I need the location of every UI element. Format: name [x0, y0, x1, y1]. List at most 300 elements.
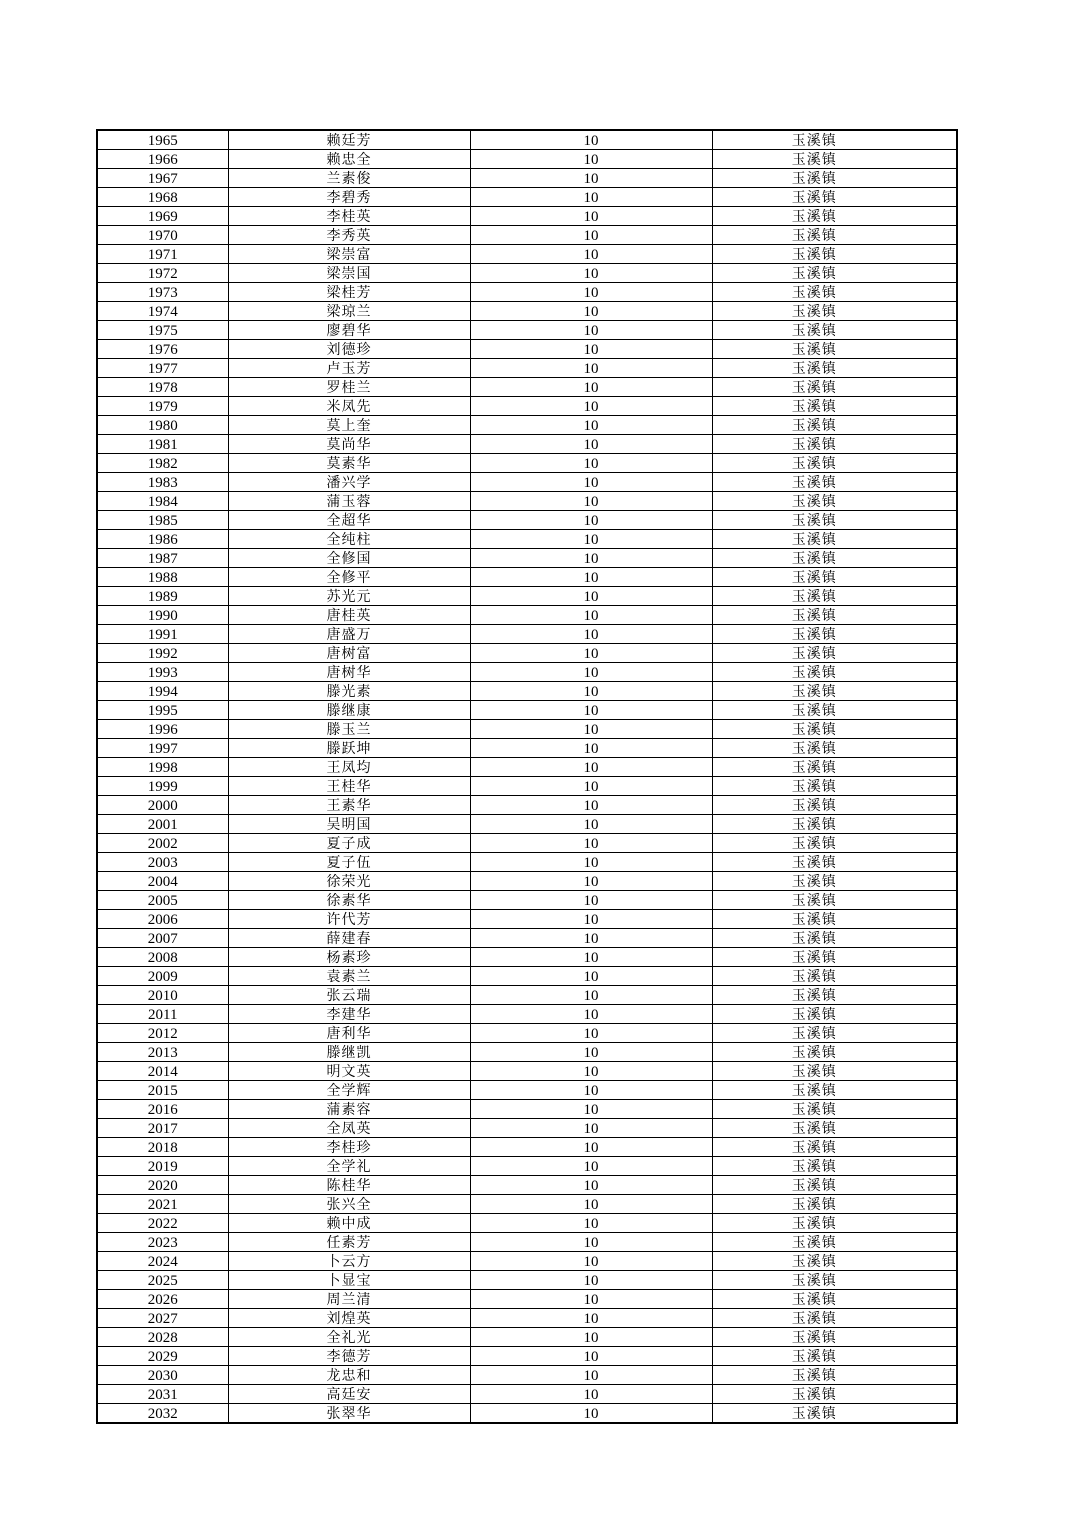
table-row — [97, 1195, 957, 1214]
town-cell: 玉溪镇 — [712, 130, 957, 150]
person-name-cell: 任素芳 — [228, 1233, 470, 1252]
person-name-cell: 全凤英 — [228, 1119, 470, 1138]
person-name-cell: 王素华 — [228, 796, 470, 815]
amount-cell: 10 — [470, 245, 712, 264]
amount-cell: 10 — [470, 815, 712, 834]
row-number-cell: 2028 — [97, 1328, 228, 1347]
table-row — [97, 1404, 957, 1424]
table-row — [97, 188, 957, 207]
table-row — [97, 815, 957, 834]
person-name-cell: 滕玉兰 — [228, 720, 470, 739]
person-name-cell: 杨素珍 — [228, 948, 470, 967]
amount-cell: 10 — [470, 340, 712, 359]
amount-cell: 10 — [470, 1119, 712, 1138]
town-cell: 玉溪镇 — [712, 663, 957, 682]
town-cell: 玉溪镇 — [712, 986, 957, 1005]
row-number-cell: 1987 — [97, 549, 228, 568]
person-name-cell: 唐树华 — [228, 663, 470, 682]
person-name-cell: 赖中成 — [228, 1214, 470, 1233]
town-cell: 玉溪镇 — [712, 340, 957, 359]
amount-cell: 10 — [470, 625, 712, 644]
person-name-cell: 刘煌英 — [228, 1309, 470, 1328]
town-cell: 玉溪镇 — [712, 1043, 957, 1062]
amount-cell: 10 — [470, 1328, 712, 1347]
row-number-cell: 2012 — [97, 1024, 228, 1043]
person-name-cell: 王桂华 — [228, 777, 470, 796]
table-row — [97, 1119, 957, 1138]
table-row — [97, 435, 957, 454]
row-number-cell: 2009 — [97, 967, 228, 986]
amount-cell: 10 — [470, 530, 712, 549]
amount-cell: 10 — [470, 1233, 712, 1252]
table-row — [97, 130, 957, 150]
amount-cell: 10 — [470, 1176, 712, 1195]
person-name-cell: 全修平 — [228, 568, 470, 587]
row-number-cell: 1966 — [97, 150, 228, 169]
town-cell: 玉溪镇 — [712, 739, 957, 758]
row-number-cell: 2019 — [97, 1157, 228, 1176]
table-row — [97, 625, 957, 644]
table-row — [97, 492, 957, 511]
table-row — [97, 1271, 957, 1290]
town-cell: 玉溪镇 — [712, 720, 957, 739]
row-number-cell: 1993 — [97, 663, 228, 682]
town-cell: 玉溪镇 — [712, 378, 957, 397]
row-number-cell: 2005 — [97, 891, 228, 910]
table-row — [97, 1157, 957, 1176]
person-name-cell: 龙忠和 — [228, 1366, 470, 1385]
town-cell: 玉溪镇 — [712, 929, 957, 948]
amount-cell: 10 — [470, 226, 712, 245]
table-row — [97, 872, 957, 891]
table-row — [97, 1024, 957, 1043]
row-number-cell: 1979 — [97, 397, 228, 416]
amount-cell: 10 — [470, 207, 712, 226]
table-row — [97, 169, 957, 188]
amount-cell: 10 — [470, 1062, 712, 1081]
town-cell: 玉溪镇 — [712, 1252, 957, 1271]
row-number-cell: 2022 — [97, 1214, 228, 1233]
amount-cell: 10 — [470, 130, 712, 150]
amount-cell: 10 — [470, 872, 712, 891]
roster-table — [96, 129, 958, 1424]
person-name-cell: 明文英 — [228, 1062, 470, 1081]
person-name-cell: 唐盛万 — [228, 625, 470, 644]
row-number-cell: 1982 — [97, 454, 228, 473]
table-row — [97, 663, 957, 682]
amount-cell: 10 — [470, 720, 712, 739]
town-cell: 玉溪镇 — [712, 473, 957, 492]
person-name-cell: 全学辉 — [228, 1081, 470, 1100]
amount-cell: 10 — [470, 967, 712, 986]
amount-cell: 10 — [470, 1043, 712, 1062]
table-row — [97, 606, 957, 625]
town-cell: 玉溪镇 — [712, 321, 957, 340]
person-name-cell: 李桂珍 — [228, 1138, 470, 1157]
table-row — [97, 910, 957, 929]
row-number-cell: 2027 — [97, 1309, 228, 1328]
row-number-cell: 2016 — [97, 1100, 228, 1119]
amount-cell: 10 — [470, 682, 712, 701]
person-name-cell: 梁桂芳 — [228, 283, 470, 302]
row-number-cell: 2002 — [97, 834, 228, 853]
town-cell: 玉溪镇 — [712, 1005, 957, 1024]
amount-cell: 10 — [470, 1100, 712, 1119]
town-cell: 玉溪镇 — [712, 1214, 957, 1233]
row-number-cell: 1972 — [97, 264, 228, 283]
row-number-cell: 2000 — [97, 796, 228, 815]
row-number-cell: 2023 — [97, 1233, 228, 1252]
person-name-cell: 廖碧华 — [228, 321, 470, 340]
town-cell: 玉溪镇 — [712, 796, 957, 815]
town-cell: 玉溪镇 — [712, 910, 957, 929]
town-cell: 玉溪镇 — [712, 891, 957, 910]
town-cell: 玉溪镇 — [712, 1366, 957, 1385]
row-number-cell: 1980 — [97, 416, 228, 435]
amount-cell: 10 — [470, 1214, 712, 1233]
person-name-cell: 卜云方 — [228, 1252, 470, 1271]
row-number-cell: 1976 — [97, 340, 228, 359]
row-number-cell: 1999 — [97, 777, 228, 796]
town-cell: 玉溪镇 — [712, 264, 957, 283]
table-row — [97, 568, 957, 587]
table-row — [97, 416, 957, 435]
town-cell: 玉溪镇 — [712, 815, 957, 834]
row-number-cell: 2020 — [97, 1176, 228, 1195]
table-row — [97, 1062, 957, 1081]
person-name-cell: 李建华 — [228, 1005, 470, 1024]
table-row — [97, 1252, 957, 1271]
roster-body — [97, 130, 957, 1423]
row-number-cell: 1971 — [97, 245, 228, 264]
town-cell: 玉溪镇 — [712, 1062, 957, 1081]
person-name-cell: 唐利华 — [228, 1024, 470, 1043]
person-name-cell: 梁崇富 — [228, 245, 470, 264]
table-row — [97, 929, 957, 948]
row-number-cell: 1992 — [97, 644, 228, 663]
row-number-cell: 1978 — [97, 378, 228, 397]
row-number-cell: 2011 — [97, 1005, 228, 1024]
amount-cell: 10 — [470, 264, 712, 283]
person-name-cell: 卜显宝 — [228, 1271, 470, 1290]
table-row — [97, 796, 957, 815]
town-cell: 玉溪镇 — [712, 207, 957, 226]
amount-cell: 10 — [470, 150, 712, 169]
town-cell: 玉溪镇 — [712, 150, 957, 169]
town-cell: 玉溪镇 — [712, 492, 957, 511]
table-row — [97, 1385, 957, 1404]
person-name-cell: 滕继康 — [228, 701, 470, 720]
table-row — [97, 834, 957, 853]
table-row — [97, 226, 957, 245]
town-cell: 玉溪镇 — [712, 1385, 957, 1404]
row-number-cell: 2032 — [97, 1404, 228, 1424]
town-cell: 玉溪镇 — [712, 549, 957, 568]
town-cell: 玉溪镇 — [712, 1404, 957, 1424]
table-row — [97, 891, 957, 910]
town-cell: 玉溪镇 — [712, 226, 957, 245]
person-name-cell: 滕继凯 — [228, 1043, 470, 1062]
amount-cell: 10 — [470, 435, 712, 454]
person-name-cell: 许代芳 — [228, 910, 470, 929]
table-row — [97, 1100, 957, 1119]
row-number-cell: 2006 — [97, 910, 228, 929]
person-name-cell: 梁琼兰 — [228, 302, 470, 321]
person-name-cell: 潘兴学 — [228, 473, 470, 492]
amount-cell: 10 — [470, 891, 712, 910]
row-number-cell: 1989 — [97, 587, 228, 606]
person-name-cell: 徐素华 — [228, 891, 470, 910]
town-cell: 玉溪镇 — [712, 1176, 957, 1195]
amount-cell: 10 — [470, 1195, 712, 1214]
table-row — [97, 1366, 957, 1385]
table-row — [97, 682, 957, 701]
town-cell: 玉溪镇 — [712, 758, 957, 777]
amount-cell: 10 — [470, 359, 712, 378]
amount-cell: 10 — [470, 701, 712, 720]
amount-cell: 10 — [470, 606, 712, 625]
amount-cell: 10 — [470, 986, 712, 1005]
row-number-cell: 1990 — [97, 606, 228, 625]
person-name-cell: 全超华 — [228, 511, 470, 530]
town-cell: 玉溪镇 — [712, 511, 957, 530]
person-name-cell: 罗桂兰 — [228, 378, 470, 397]
table-row — [97, 739, 957, 758]
table-row — [97, 986, 957, 1005]
amount-cell: 10 — [470, 948, 712, 967]
person-name-cell: 夏子成 — [228, 834, 470, 853]
row-number-cell: 2029 — [97, 1347, 228, 1366]
row-number-cell: 1991 — [97, 625, 228, 644]
amount-cell: 10 — [470, 283, 712, 302]
table-row — [97, 587, 957, 606]
row-number-cell: 2007 — [97, 929, 228, 948]
table-row — [97, 473, 957, 492]
amount-cell: 10 — [470, 1404, 712, 1424]
amount-cell: 10 — [470, 758, 712, 777]
person-name-cell: 张翠华 — [228, 1404, 470, 1424]
amount-cell: 10 — [470, 1290, 712, 1309]
person-name-cell: 滕光素 — [228, 682, 470, 701]
row-number-cell: 2014 — [97, 1062, 228, 1081]
amount-cell: 10 — [470, 1081, 712, 1100]
row-number-cell: 2010 — [97, 986, 228, 1005]
row-number-cell: 2003 — [97, 853, 228, 872]
table-row — [97, 264, 957, 283]
town-cell: 玉溪镇 — [712, 853, 957, 872]
town-cell: 玉溪镇 — [712, 530, 957, 549]
table-row — [97, 1081, 957, 1100]
table-row — [97, 378, 957, 397]
person-name-cell: 兰素俊 — [228, 169, 470, 188]
amount-cell: 10 — [470, 644, 712, 663]
amount-cell: 10 — [470, 1005, 712, 1024]
row-number-cell: 1975 — [97, 321, 228, 340]
town-cell: 玉溪镇 — [712, 1290, 957, 1309]
amount-cell: 10 — [470, 1347, 712, 1366]
table-row — [97, 1138, 957, 1157]
town-cell: 玉溪镇 — [712, 872, 957, 891]
person-name-cell: 夏子伍 — [228, 853, 470, 872]
town-cell: 玉溪镇 — [712, 435, 957, 454]
amount-cell: 10 — [470, 302, 712, 321]
person-name-cell: 李碧秀 — [228, 188, 470, 207]
row-number-cell: 1965 — [97, 130, 228, 150]
town-cell: 玉溪镇 — [712, 188, 957, 207]
person-name-cell: 梁崇国 — [228, 264, 470, 283]
town-cell: 玉溪镇 — [712, 302, 957, 321]
person-name-cell: 全学礼 — [228, 1157, 470, 1176]
amount-cell: 10 — [470, 1157, 712, 1176]
amount-cell: 10 — [470, 587, 712, 606]
row-number-cell: 2024 — [97, 1252, 228, 1271]
amount-cell: 10 — [470, 511, 712, 530]
amount-cell: 10 — [470, 853, 712, 872]
amount-cell: 10 — [470, 169, 712, 188]
town-cell: 玉溪镇 — [712, 1138, 957, 1157]
town-cell: 玉溪镇 — [712, 701, 957, 720]
person-name-cell: 张云瑞 — [228, 986, 470, 1005]
amount-cell: 10 — [470, 1309, 712, 1328]
person-name-cell: 张兴全 — [228, 1195, 470, 1214]
person-name-cell: 莫素华 — [228, 454, 470, 473]
row-number-cell: 2013 — [97, 1043, 228, 1062]
amount-cell: 10 — [470, 834, 712, 853]
amount-cell: 10 — [470, 1271, 712, 1290]
table-row — [97, 1233, 957, 1252]
table-row — [97, 758, 957, 777]
row-number-cell: 1974 — [97, 302, 228, 321]
table-row — [97, 397, 957, 416]
person-name-cell: 全纯柱 — [228, 530, 470, 549]
town-cell: 玉溪镇 — [712, 587, 957, 606]
row-number-cell: 2015 — [97, 1081, 228, 1100]
person-name-cell: 李秀英 — [228, 226, 470, 245]
amount-cell: 10 — [470, 1366, 712, 1385]
amount-cell: 10 — [470, 549, 712, 568]
amount-cell: 10 — [470, 739, 712, 758]
town-cell: 玉溪镇 — [712, 1347, 957, 1366]
town-cell: 玉溪镇 — [712, 1271, 957, 1290]
town-cell: 玉溪镇 — [712, 283, 957, 302]
town-cell: 玉溪镇 — [712, 967, 957, 986]
person-name-cell: 刘德珍 — [228, 340, 470, 359]
table-row — [97, 321, 957, 340]
amount-cell: 10 — [470, 397, 712, 416]
town-cell: 玉溪镇 — [712, 245, 957, 264]
row-number-cell: 1968 — [97, 188, 228, 207]
person-name-cell: 陈桂华 — [228, 1176, 470, 1195]
amount-cell: 10 — [470, 1252, 712, 1271]
row-number-cell: 1985 — [97, 511, 228, 530]
table-row — [97, 1214, 957, 1233]
table-row — [97, 340, 957, 359]
row-number-cell: 2030 — [97, 1366, 228, 1385]
person-name-cell: 蒲素容 — [228, 1100, 470, 1119]
row-number-cell: 2031 — [97, 1385, 228, 1404]
town-cell: 玉溪镇 — [712, 1157, 957, 1176]
row-number-cell: 2004 — [97, 872, 228, 891]
table-row — [97, 245, 957, 264]
row-number-cell: 1994 — [97, 682, 228, 701]
person-name-cell: 滕跃坤 — [228, 739, 470, 758]
person-name-cell: 全礼光 — [228, 1328, 470, 1347]
person-name-cell: 米凤先 — [228, 397, 470, 416]
town-cell: 玉溪镇 — [712, 1328, 957, 1347]
town-cell: 玉溪镇 — [712, 682, 957, 701]
town-cell: 玉溪镇 — [712, 1081, 957, 1100]
row-number-cell: 1986 — [97, 530, 228, 549]
row-number-cell: 2017 — [97, 1119, 228, 1138]
amount-cell: 10 — [470, 929, 712, 948]
town-cell: 玉溪镇 — [712, 397, 957, 416]
table-row — [97, 1005, 957, 1024]
person-name-cell: 李德芳 — [228, 1347, 470, 1366]
amount-cell: 10 — [470, 663, 712, 682]
person-name-cell: 莫尚华 — [228, 435, 470, 454]
table-row — [97, 549, 957, 568]
amount-cell: 10 — [470, 1138, 712, 1157]
person-name-cell: 袁素兰 — [228, 967, 470, 986]
row-number-cell: 1983 — [97, 473, 228, 492]
town-cell: 玉溪镇 — [712, 1233, 957, 1252]
amount-cell: 10 — [470, 492, 712, 511]
row-number-cell: 1973 — [97, 283, 228, 302]
town-cell: 玉溪镇 — [712, 454, 957, 473]
row-number-cell: 1988 — [97, 568, 228, 587]
person-name-cell: 卢玉芳 — [228, 359, 470, 378]
town-cell: 玉溪镇 — [712, 948, 957, 967]
table-row — [97, 701, 957, 720]
table-row — [97, 150, 957, 169]
table-row — [97, 207, 957, 226]
row-number-cell: 1995 — [97, 701, 228, 720]
table-row — [97, 720, 957, 739]
amount-cell: 10 — [470, 1024, 712, 1043]
row-number-cell: 1967 — [97, 169, 228, 188]
table-row — [97, 777, 957, 796]
table-row — [97, 1043, 957, 1062]
table-row — [97, 1328, 957, 1347]
person-name-cell: 李桂英 — [228, 207, 470, 226]
row-number-cell: 2008 — [97, 948, 228, 967]
row-number-cell: 2021 — [97, 1195, 228, 1214]
amount-cell: 10 — [470, 378, 712, 397]
table-row — [97, 359, 957, 378]
person-name-cell: 王凤均 — [228, 758, 470, 777]
person-name-cell: 徐荣光 — [228, 872, 470, 891]
table-row — [97, 853, 957, 872]
amount-cell: 10 — [470, 796, 712, 815]
person-name-cell: 周兰清 — [228, 1290, 470, 1309]
person-name-cell: 莫上奎 — [228, 416, 470, 435]
row-number-cell: 2026 — [97, 1290, 228, 1309]
row-number-cell: 1977 — [97, 359, 228, 378]
amount-cell: 10 — [470, 473, 712, 492]
amount-cell: 10 — [470, 568, 712, 587]
person-name-cell: 唐树富 — [228, 644, 470, 663]
town-cell: 玉溪镇 — [712, 1100, 957, 1119]
town-cell: 玉溪镇 — [712, 1119, 957, 1138]
person-name-cell: 赖忠全 — [228, 150, 470, 169]
table-row — [97, 948, 957, 967]
table-row — [97, 1347, 957, 1366]
row-number-cell: 1970 — [97, 226, 228, 245]
row-number-cell: 1996 — [97, 720, 228, 739]
town-cell: 玉溪镇 — [712, 606, 957, 625]
town-cell: 玉溪镇 — [712, 834, 957, 853]
town-cell: 玉溪镇 — [712, 169, 957, 188]
